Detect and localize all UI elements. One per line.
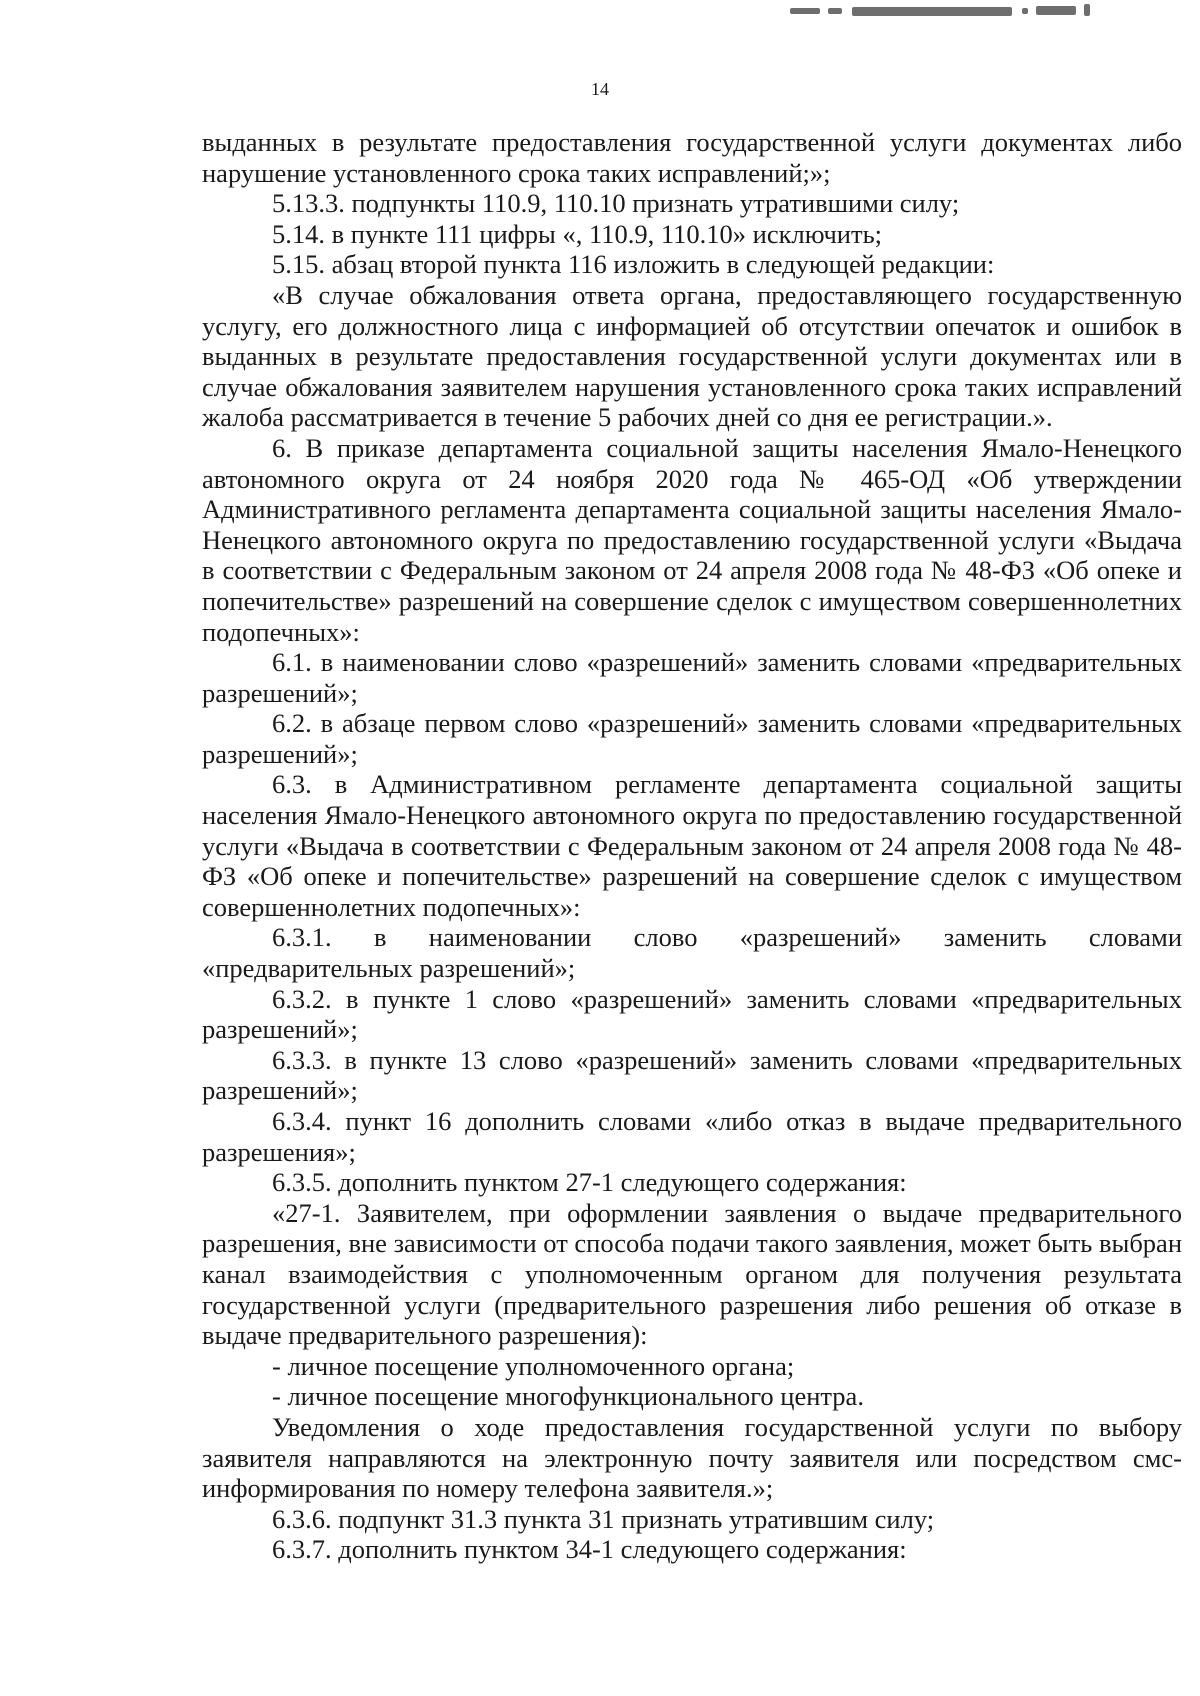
- scan-artifact: [1036, 6, 1076, 15]
- paragraph: 6. В приказе департамента социальной защиты населения Ямало-Ненецкого автономного округа от 24 ноября 2020 года № 465-ОД «Об утверждении Административного регламента департамента социальной защиты населения Ямало-Ненецкого автономного округа по предоставлению государственной услуги «Выдача в соответствии с Федеральным законом от 24 апреля 2008 года № 48-ФЗ «Об опеке и попечительстве» разрешений на совершение сделок с имуществом совершеннолетних подопечных»:: [202, 432, 1182, 647]
- paragraph: 5.15. абзац второй пункта 116 изложить в следующей редакции:: [272, 249, 995, 280]
- paragraph: Уведомления о ходе предоставления государственной услуги по выбору заявителя направляются на электронную почту заявителя или посредством смс-информирования по номеру телефона заявителя.»;: [202, 1411, 1182, 1504]
- paragraph: «27-1. Заявителем, при оформлении заявления о выдаче предварительного разрешения, вне зависимости от способа подачи такого заявления, может быть выбран канал взаимодействия с уполномоченным органом для получения результата государственной услуги (предварительного разрешения либо решения об отказе в выдаче предварительного разрешения):: [202, 1197, 1182, 1351]
- paragraph: 6.3.6. подпункт 31.3 пункта 31 признать утратившим силу;: [272, 1503, 935, 1534]
- paragraph: 6.3.5. дополнить пунктом 27-1 следующего содержания:: [272, 1167, 907, 1198]
- paragraph: 6.2. в абзаце первом слово «разрешений» заменить словами «предварительных разрешений»;: [202, 708, 1182, 769]
- paragraph: 6.3.7. дополнить пунктом 34-1 следующего содержания:: [272, 1534, 907, 1565]
- paragraph: выданных в результате предоставления государственной услуги документах либо нарушение установленного срока таких исправлений;»;: [202, 127, 1182, 188]
- scan-artifact: [852, 7, 1012, 16]
- paragraph: 6.3. в Административном регламенте департамента социальной защиты населения Ямало-Ненецкого автономного округа по предоставлению государственной услуги «Выдача в соответствии с Федеральным законом от 24 апреля 2008 года № 48-ФЗ «Об опеке и попечительстве» разрешений на совершение сделок с имуществом совершеннолетних подопечных»:: [202, 769, 1182, 922]
- scan-artifact: [1022, 8, 1028, 14]
- scan-artifact: [828, 8, 842, 14]
- document-body: [202, 127, 1182, 1565]
- paragraph: 5.14. в пункте 111 цифры «, 110.9, 110.10» исключить;: [272, 218, 883, 249]
- paragraph: 5.13.3. подпункты 110.9, 110.10 признать утратившими силу;: [272, 188, 960, 219]
- paragraph: 6.3.1. в наименовании слово «разрешений» заменить словами «предварительных разрешений»;: [202, 922, 1182, 984]
- scan-artifact: [1084, 4, 1090, 16]
- paragraph: «В случае обжалования ответа органа, предоставляющего государственную услугу, его должностного лица с информацией об отсутствии опечаток и ошибок в выданных в результате предоставления государственной услуги документах или в случае обжалования заявителем нарушения установленного срока таких исправлений жалоба рассматривается в течение 5 рабочих дней со дня ее регистрации.».: [202, 279, 1182, 433]
- scan-artifact: [790, 8, 820, 14]
- paragraph: 6.1. в наименовании слово «разрешений» заменить словами «предварительных разрешений»;: [202, 647, 1182, 708]
- paragraph: 6.3.4. пункт 16 дополнить словами «либо отказ в выдаче предварительного разрешения»;: [202, 1106, 1182, 1167]
- paragraph: - личное посещение уполномоченного органа;: [272, 1350, 795, 1381]
- paragraph: 6.3.2. в пункте 1 слово «разрешений» заменить словами «предварительных разрешений»;: [202, 983, 1182, 1045]
- paragraph: - личное посещение многофункционального центра.: [272, 1381, 864, 1412]
- paragraph: 6.3.3. в пункте 13 слово «разрешений» заменить словами «предварительных разрешений»;: [202, 1044, 1182, 1106]
- page-number: 14: [591, 79, 609, 99]
